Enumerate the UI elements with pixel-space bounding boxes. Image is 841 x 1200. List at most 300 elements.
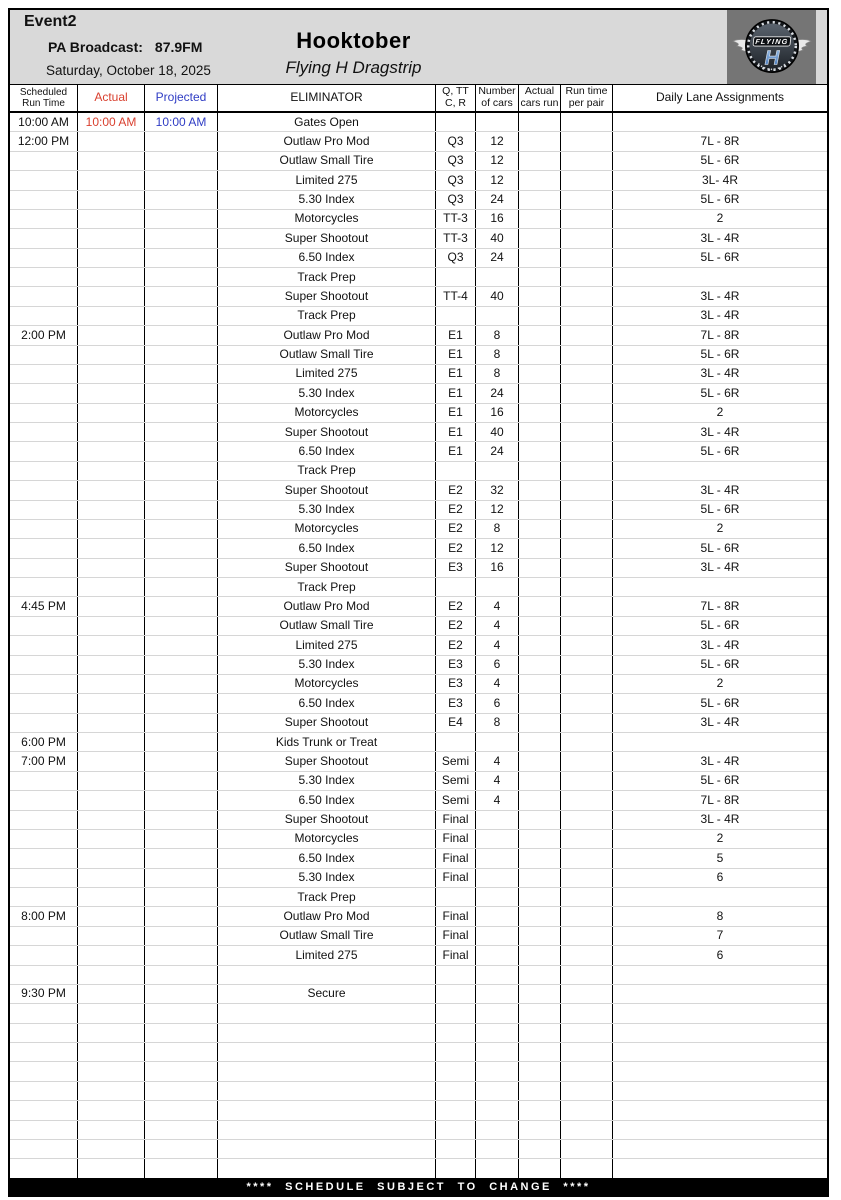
- cell-round: TT-4: [436, 287, 476, 305]
- cell-actual: [78, 1082, 145, 1100]
- schedule-row: [10, 1062, 827, 1081]
- cell-actual: [78, 694, 145, 712]
- cell-run_time: [561, 1004, 613, 1022]
- cell-eliminator: 6.50 Index: [218, 791, 436, 809]
- cell-lanes: 3L- 4R: [701, 172, 739, 187]
- cell-eliminator: Outlaw Pro Mod: [218, 326, 436, 344]
- cell-cars_run: [519, 772, 561, 790]
- title-block: [10, 10, 827, 85]
- cell-cars_run: [519, 384, 561, 402]
- cell-cars: 40: [476, 229, 519, 247]
- cell-round: [436, 1140, 476, 1158]
- schedule-row: [10, 520, 827, 539]
- cell-run_time: [561, 1082, 613, 1100]
- schedule-row: [10, 578, 827, 597]
- cell-run_time: [561, 966, 613, 984]
- schedule-row: [10, 559, 827, 578]
- cell-run_time: [561, 1101, 613, 1119]
- schedule-row: [10, 907, 827, 926]
- cell-cars_run: [519, 559, 561, 577]
- cell-cars: [476, 869, 519, 887]
- cell-round: E1: [436, 384, 476, 402]
- schedule-row: [10, 384, 827, 403]
- schedule-row: [10, 597, 827, 616]
- cell-run_time: [561, 559, 613, 577]
- cell-lanes: 3L - 4R: [700, 753, 740, 768]
- schedule-row: [10, 772, 827, 791]
- cell-projected: [145, 171, 218, 189]
- cell-cars_run: [519, 1043, 561, 1061]
- schedule-row: [10, 249, 827, 268]
- cell-round: Semi: [436, 752, 476, 770]
- cell-actual: [78, 326, 145, 344]
- cell-cars_run: [519, 229, 561, 247]
- schedule-row: [10, 1024, 827, 1043]
- schedule-row: [10, 656, 827, 675]
- cell-round: [436, 888, 476, 906]
- cell-round: Final: [436, 927, 476, 945]
- schedule-row: [10, 985, 827, 1004]
- cell-cars_run: [519, 675, 561, 693]
- cell-cars: 16: [476, 559, 519, 577]
- cell-lanes: 6: [716, 870, 724, 885]
- svg-text:H: H: [764, 47, 779, 70]
- cell-cars: 16: [476, 210, 519, 228]
- cell-actual: [78, 578, 145, 596]
- cell-actual: [78, 210, 145, 228]
- cell-projected: [145, 830, 218, 848]
- cell-scheduled: 10:00 AM: [10, 113, 78, 131]
- cell-lanes: [613, 985, 827, 1003]
- cell-eliminator: Motorcycles: [218, 830, 436, 848]
- cell-round: [436, 733, 476, 751]
- cell-lanes: 5L - 6R: [700, 695, 740, 710]
- cell-cars: [476, 578, 519, 596]
- cell-actual: [78, 539, 145, 557]
- cell-cars: [476, 1121, 519, 1139]
- cell-actual: [78, 656, 145, 674]
- cell-cars: 24: [476, 442, 519, 460]
- cell-scheduled: 9:30 PM: [10, 985, 78, 1003]
- cell-cars: [476, 733, 519, 751]
- schedule-row: [10, 946, 827, 965]
- cell-cars: 8: [476, 714, 519, 732]
- cell-scheduled: [10, 481, 78, 499]
- cell-eliminator: [218, 1121, 436, 1139]
- cell-run_time: [561, 985, 613, 1003]
- cell-run_time: [561, 307, 613, 325]
- cell-eliminator: Track Prep: [218, 268, 436, 286]
- cell-projected: [145, 1121, 218, 1139]
- cell-eliminator: Super Shootout: [218, 229, 436, 247]
- schedule-row: [10, 152, 827, 171]
- cell-actual: [78, 985, 145, 1003]
- cell-projected: [145, 229, 218, 247]
- cell-cars: 4: [476, 772, 519, 790]
- col-header-round: Q, TT C, R: [436, 85, 476, 111]
- cell-cars_run: [519, 578, 561, 596]
- cell-lanes: [613, 1062, 827, 1080]
- cell-projected: [145, 694, 218, 712]
- cell-actual: [78, 830, 145, 848]
- cell-scheduled: [10, 1024, 78, 1042]
- cell-run_time: [561, 152, 613, 170]
- cell-projected: [145, 1062, 218, 1080]
- cell-scheduled: [10, 1121, 78, 1139]
- cell-run_time: [561, 384, 613, 402]
- cell-round: E2: [436, 539, 476, 557]
- schedule-row: [10, 830, 827, 849]
- cell-lanes: [613, 1043, 827, 1061]
- cell-cars_run: [519, 946, 561, 964]
- cell-cars: [476, 1024, 519, 1042]
- schedule-row: [10, 617, 827, 636]
- cell-projected: [145, 210, 218, 228]
- cell-actual: [78, 888, 145, 906]
- schedule-row: [10, 210, 827, 229]
- footer-notice: **** SCHEDULE SUBJECT TO CHANGE ****: [10, 1178, 827, 1195]
- cell-lanes: [613, 966, 827, 984]
- cell-cars: 40: [476, 287, 519, 305]
- cell-cars_run: [519, 152, 561, 170]
- cell-lanes: 7L - 8R: [700, 133, 740, 148]
- cell-cars_run: [519, 714, 561, 732]
- cell-actual: [78, 404, 145, 422]
- cell-cars: 12: [476, 539, 519, 557]
- schedule-row: [10, 733, 827, 752]
- cell-eliminator: Motorcycles: [218, 210, 436, 228]
- cell-lanes: 5L - 6R: [700, 385, 740, 400]
- cell-run_time: [561, 1062, 613, 1080]
- cell-eliminator: [218, 1043, 436, 1061]
- cell-actual: 10:00 AM: [78, 113, 145, 131]
- cell-round: [436, 1082, 476, 1100]
- cell-actual: [78, 752, 145, 770]
- cell-run_time: [561, 346, 613, 364]
- schedule-row: [10, 849, 827, 868]
- cell-actual: [78, 365, 145, 383]
- cell-round: [436, 307, 476, 325]
- cell-scheduled: [10, 946, 78, 964]
- cell-scheduled: [10, 888, 78, 906]
- svg-text:FLYING: FLYING: [754, 37, 789, 47]
- cell-cars_run: [519, 326, 561, 344]
- cell-eliminator: Gates Open: [218, 113, 436, 131]
- cell-scheduled: [10, 1043, 78, 1061]
- cell-lanes: 2: [716, 405, 724, 420]
- cell-lanes: [613, 888, 827, 906]
- cell-scheduled: [10, 365, 78, 383]
- cell-cars: [476, 1062, 519, 1080]
- cell-projected: [145, 287, 218, 305]
- cell-scheduled: [10, 1062, 78, 1080]
- cell-round: E1: [436, 404, 476, 422]
- cell-actual: [78, 171, 145, 189]
- cell-cars: [476, 1101, 519, 1119]
- cell-round: [436, 985, 476, 1003]
- cell-eliminator: 6.50 Index: [218, 539, 436, 557]
- cell-run_time: [561, 907, 613, 925]
- cell-eliminator: Motorcycles: [218, 675, 436, 693]
- cell-projected: [145, 656, 218, 674]
- cell-scheduled: [10, 714, 78, 732]
- cell-run_time: [561, 171, 613, 189]
- cell-eliminator: 5.30 Index: [218, 501, 436, 519]
- cell-projected: [145, 384, 218, 402]
- cell-eliminator: 5.30 Index: [218, 384, 436, 402]
- cell-eliminator: Motorcycles: [218, 404, 436, 422]
- cell-cars: 6: [476, 694, 519, 712]
- cell-lanes: 5L - 6R: [700, 502, 740, 517]
- cell-projected: [145, 1043, 218, 1061]
- cell-cars: 4: [476, 617, 519, 635]
- cell-scheduled: [10, 772, 78, 790]
- cell-eliminator: Super Shootout: [218, 559, 436, 577]
- cell-projected: [145, 597, 218, 615]
- cell-round: E3: [436, 559, 476, 577]
- cell-run_time: [561, 1159, 613, 1177]
- cell-scheduled: [10, 791, 78, 809]
- cell-cars_run: [519, 365, 561, 383]
- event-label: Event2: [24, 13, 77, 30]
- cell-actual: [78, 520, 145, 538]
- cell-lanes: [613, 1101, 827, 1119]
- cell-projected: [145, 1101, 218, 1119]
- cell-cars_run: [519, 733, 561, 751]
- cell-actual: [78, 481, 145, 499]
- cell-eliminator: Outlaw Pro Mod: [218, 907, 436, 925]
- cell-round: Final: [436, 830, 476, 848]
- cell-projected: [145, 462, 218, 480]
- cell-scheduled: 7:00 PM: [10, 752, 78, 770]
- cell-lanes: 5L - 6R: [700, 153, 740, 168]
- cell-round: [436, 578, 476, 596]
- cell-projected: [145, 869, 218, 887]
- cell-scheduled: [10, 346, 78, 364]
- cell-scheduled: [10, 966, 78, 984]
- cell-cars: 8: [476, 326, 519, 344]
- cell-cars: 8: [476, 365, 519, 383]
- cell-round: Semi: [436, 791, 476, 809]
- cell-cars_run: [519, 1004, 561, 1022]
- cell-run_time: [561, 501, 613, 519]
- cell-cars: [476, 462, 519, 480]
- col-header-lanes: Daily Lane Assignments: [655, 90, 785, 105]
- cell-actual: [78, 346, 145, 364]
- cell-round: Semi: [436, 772, 476, 790]
- cell-cars_run: [519, 501, 561, 519]
- cell-actual: [78, 849, 145, 867]
- cell-cars_run: [519, 307, 561, 325]
- cell-cars: 32: [476, 481, 519, 499]
- cell-round: E1: [436, 442, 476, 460]
- cell-cars: [476, 849, 519, 867]
- cell-run_time: [561, 268, 613, 286]
- cell-cars: [476, 307, 519, 325]
- cell-cars: [476, 1043, 519, 1061]
- cell-lanes: 2: [716, 676, 724, 691]
- cell-lanes: [613, 462, 827, 480]
- cell-cars: [476, 927, 519, 945]
- cell-cars_run: [519, 113, 561, 131]
- cell-round: [436, 1043, 476, 1061]
- cell-cars_run: [519, 636, 561, 654]
- cell-projected: [145, 907, 218, 925]
- cell-cars_run: [519, 520, 561, 538]
- cell-lanes: 3L - 4R: [700, 308, 740, 323]
- cell-run_time: [561, 752, 613, 770]
- cell-run_time: [561, 404, 613, 422]
- schedule-row: [10, 694, 827, 713]
- schedule-row: [10, 675, 827, 694]
- cell-scheduled: [10, 636, 78, 654]
- cell-cars_run: [519, 985, 561, 1003]
- cell-lanes: 3L - 4R: [700, 482, 740, 497]
- cell-projected: 10:00 AM: [145, 113, 218, 131]
- cell-lanes: [613, 578, 827, 596]
- cell-cars_run: [519, 1062, 561, 1080]
- cell-projected: [145, 346, 218, 364]
- cell-projected: [145, 152, 218, 170]
- cell-cars: 4: [476, 597, 519, 615]
- flying-h-logo: [727, 10, 816, 84]
- cell-round: Final: [436, 811, 476, 829]
- cell-eliminator: 6.50 Index: [218, 442, 436, 460]
- cell-cars: 4: [476, 675, 519, 693]
- cell-run_time: [561, 1043, 613, 1061]
- cell-projected: [145, 675, 218, 693]
- cell-actual: [78, 907, 145, 925]
- cell-cars: [476, 1140, 519, 1158]
- schedule-sheet: [8, 8, 829, 1197]
- cell-round: Final: [436, 907, 476, 925]
- cell-round: E2: [436, 597, 476, 615]
- cell-run_time: [561, 869, 613, 887]
- cell-cars_run: [519, 791, 561, 809]
- cell-cars: [476, 268, 519, 286]
- cell-round: Q3: [436, 152, 476, 170]
- cell-eliminator: Motorcycles: [218, 520, 436, 538]
- cell-eliminator: 5.30 Index: [218, 656, 436, 674]
- cell-cars_run: [519, 404, 561, 422]
- cell-cars_run: [519, 849, 561, 867]
- cell-scheduled: [10, 694, 78, 712]
- cell-cars: 24: [476, 249, 519, 267]
- cell-scheduled: [10, 927, 78, 945]
- cell-lanes: 3L - 4R: [700, 288, 740, 303]
- cell-eliminator: Limited 275: [218, 946, 436, 964]
- cell-scheduled: [10, 617, 78, 635]
- cell-scheduled: [10, 1140, 78, 1158]
- col-header-scheduled: Scheduled Run Time: [10, 85, 78, 111]
- schedule-row: [10, 1159, 827, 1177]
- cell-cars_run: [519, 597, 561, 615]
- cell-run_time: [561, 636, 613, 654]
- cell-actual: [78, 927, 145, 945]
- cell-lanes: 3L - 4R: [700, 230, 740, 245]
- cell-cars_run: [519, 869, 561, 887]
- cell-actual: [78, 791, 145, 809]
- cell-cars: 4: [476, 752, 519, 770]
- cell-cars: [476, 1082, 519, 1100]
- cell-lanes: [613, 268, 827, 286]
- cell-projected: [145, 946, 218, 964]
- cell-cars: [476, 830, 519, 848]
- cell-run_time: [561, 1024, 613, 1042]
- cell-eliminator: [218, 1140, 436, 1158]
- cell-round: E2: [436, 501, 476, 519]
- pa-broadcast-value: 87.9FM: [154, 39, 203, 55]
- cell-round: [436, 1159, 476, 1177]
- cell-run_time: [561, 113, 613, 131]
- cell-round: E3: [436, 694, 476, 712]
- cell-eliminator: Super Shootout: [218, 811, 436, 829]
- cell-actual: [78, 1062, 145, 1080]
- cell-lanes: 3L - 4R: [700, 812, 740, 827]
- cell-run_time: [561, 442, 613, 460]
- cell-projected: [145, 423, 218, 441]
- cell-round: Q3: [436, 191, 476, 209]
- cell-actual: [78, 946, 145, 964]
- cell-scheduled: [10, 268, 78, 286]
- cell-projected: [145, 132, 218, 150]
- cell-cars: 16: [476, 404, 519, 422]
- cell-actual: [78, 132, 145, 150]
- schedule-row: [10, 268, 827, 287]
- pa-broadcast-label: PA Broadcast:: [48, 39, 143, 55]
- cell-cars: [476, 966, 519, 984]
- cell-cars: 12: [476, 152, 519, 170]
- schedule-row: [10, 346, 827, 365]
- cell-round: [436, 1024, 476, 1042]
- cell-round: E2: [436, 636, 476, 654]
- cell-cars: 40: [476, 423, 519, 441]
- cell-eliminator: Outlaw Small Tire: [218, 346, 436, 364]
- cell-lanes: 7L - 8R: [700, 598, 740, 613]
- cell-projected: [145, 559, 218, 577]
- schedule-body: [10, 113, 827, 1178]
- cell-scheduled: [10, 1004, 78, 1022]
- cell-run_time: [561, 1121, 613, 1139]
- cell-projected: [145, 578, 218, 596]
- cell-run_time: [561, 249, 613, 267]
- cell-eliminator: Super Shootout: [218, 714, 436, 732]
- cell-run_time: [561, 675, 613, 693]
- cell-actual: [78, 462, 145, 480]
- schedule-row: [10, 752, 827, 771]
- cell-projected: [145, 752, 218, 770]
- cell-lanes: 5L - 6R: [700, 657, 740, 672]
- col-header-actual-cars: Actual cars run: [519, 85, 561, 111]
- cell-cars_run: [519, 1024, 561, 1042]
- cell-round: E2: [436, 520, 476, 538]
- schedule-row: [10, 966, 827, 985]
- cell-cars: [476, 946, 519, 964]
- cell-lanes: 5L - 6R: [700, 540, 740, 555]
- cell-scheduled: [10, 442, 78, 460]
- cell-run_time: [561, 888, 613, 906]
- cell-eliminator: [218, 1159, 436, 1177]
- cell-run_time: [561, 597, 613, 615]
- cell-actual: [78, 229, 145, 247]
- cell-round: [436, 1101, 476, 1119]
- schedule-row: [10, 113, 827, 132]
- cell-cars: [476, 811, 519, 829]
- cell-run_time: [561, 694, 613, 712]
- cell-cars_run: [519, 811, 561, 829]
- cell-eliminator: Super Shootout: [218, 423, 436, 441]
- cell-run_time: [561, 365, 613, 383]
